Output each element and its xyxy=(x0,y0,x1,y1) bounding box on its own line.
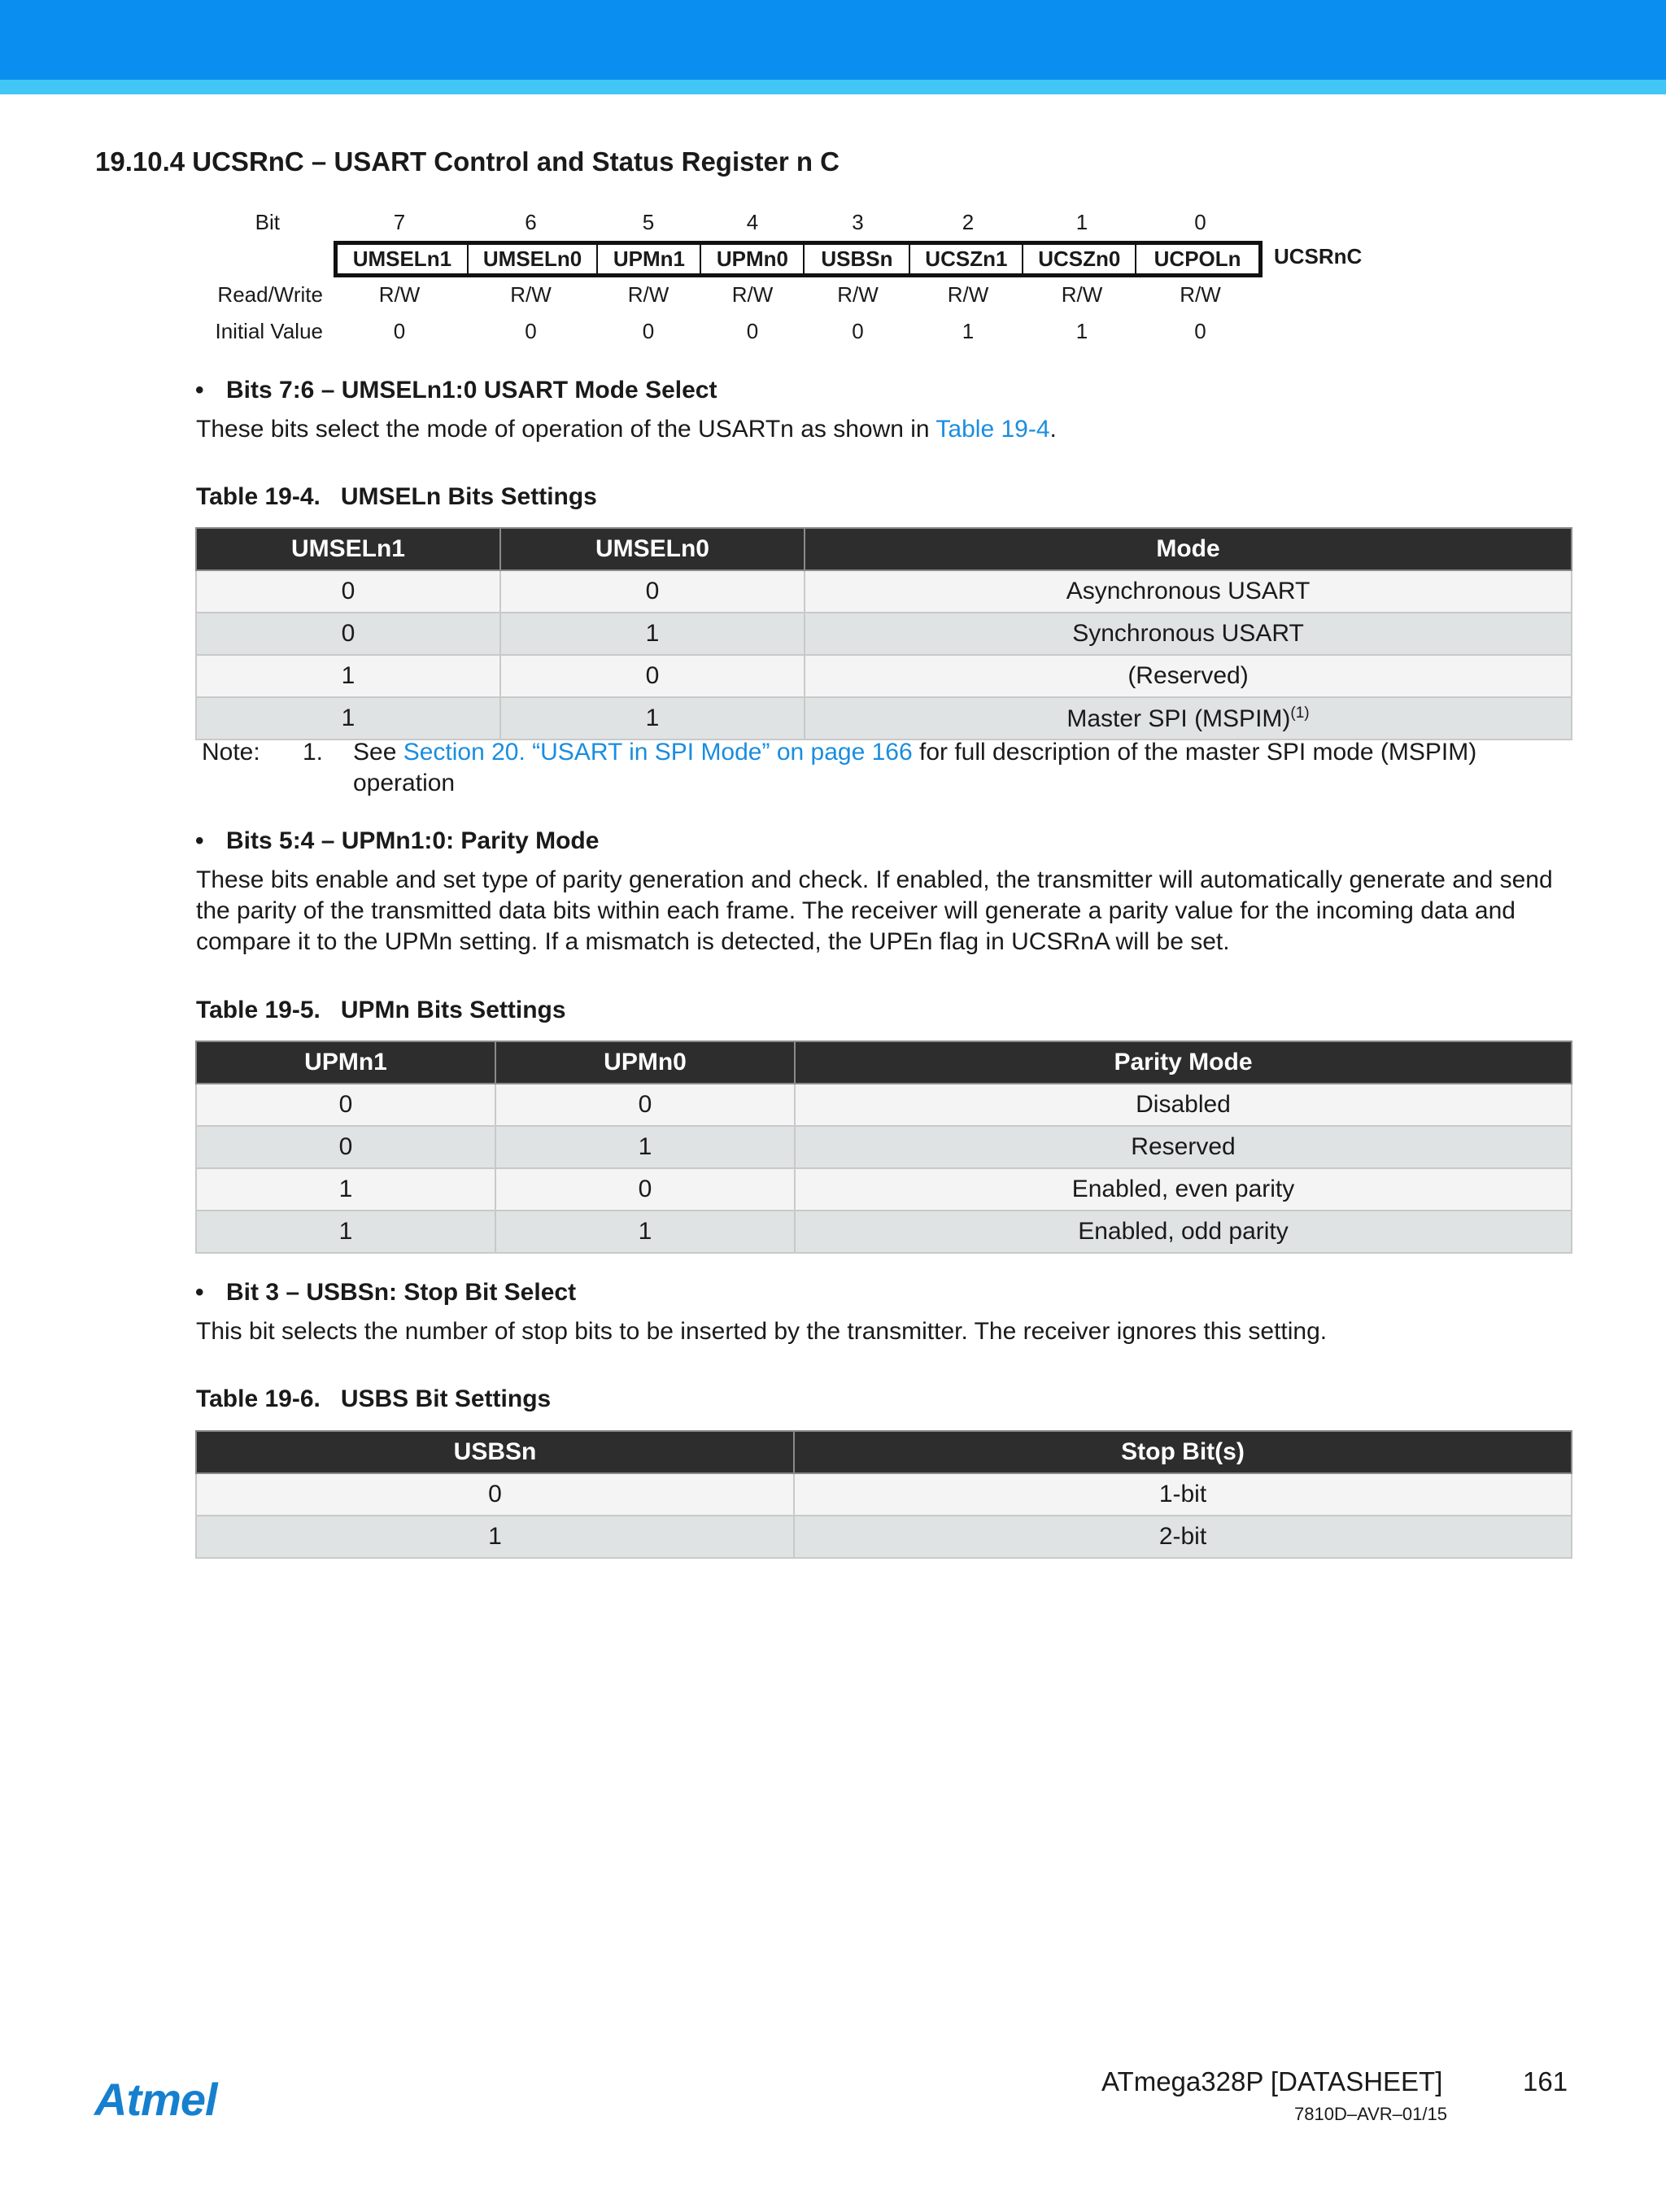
table-row: 0 1 Reserved xyxy=(196,1126,1572,1168)
usbs-description: This bit selects the number of stop bits to be inserted by the transmitter. The receiver ignores this setting. xyxy=(196,1318,1328,1345)
table-row: 1 2-bit xyxy=(196,1516,1572,1558)
bit-number: 4 xyxy=(746,210,759,234)
footer-title: ATmega328P [DATASHEET] xyxy=(1101,2066,1443,2096)
bit-initial-value: 1 xyxy=(962,319,975,343)
document-id: 7810D–AVR–01/15 xyxy=(1294,2104,1447,2124)
bit-number: 0 xyxy=(1194,210,1206,234)
table-19-4-link[interactable]: Table 19-4 xyxy=(935,416,1050,443)
register-bit-name: UCSZn0 xyxy=(1023,245,1136,273)
init-row-label: Initial Value xyxy=(215,319,323,343)
bit-access: R/W xyxy=(837,282,879,307)
bit-initial-value: 1 xyxy=(1075,319,1088,343)
footnote-mark: (1) xyxy=(1290,704,1310,722)
bit-initial-value: 0 xyxy=(393,319,406,343)
bit-number: 7 xyxy=(393,210,406,234)
register-bit-name: UCSZn1 xyxy=(910,245,1023,273)
header-bar xyxy=(0,0,1666,80)
bit-access: R/W xyxy=(1180,282,1221,307)
register-bit-name: UMSELn1 xyxy=(338,245,469,273)
bit-number: 1 xyxy=(1075,210,1088,234)
column-header: UMSELn1 xyxy=(196,528,500,570)
section-title: 19.10.4 UCSRnC – USART Control and Status Register n C xyxy=(95,146,840,177)
table-row: 1 1 Master SPI (MSPIM)$^{(1)}$ xyxy=(196,697,1572,740)
header-stripe xyxy=(0,80,1666,94)
column-header: Stop Bit(s) xyxy=(794,1431,1572,1473)
bit-number: 6 xyxy=(525,210,537,234)
bit-number: 3 xyxy=(852,210,864,234)
bit-initial-value: 0 xyxy=(746,319,759,343)
table-row: 0 1-bit xyxy=(196,1473,1572,1516)
table-row: 1 0 Enabled, even parity xyxy=(196,1168,1572,1211)
register-bit-name: USBSn xyxy=(805,245,910,273)
page-number: 161 xyxy=(1523,2066,1568,2096)
table-row: 1 0 (Reserved) xyxy=(196,655,1572,697)
table-usbs-settings xyxy=(195,1430,1572,1559)
bit-access: R/W xyxy=(378,282,421,307)
table-row: 0 0 Asynchronous USART xyxy=(196,570,1572,613)
register-bit-name: UPMn0 xyxy=(701,245,805,273)
bit-number: 2 xyxy=(962,210,975,234)
table-row: 0 0 Disabled xyxy=(196,1084,1572,1126)
column-header: UPMn0 xyxy=(495,1041,795,1084)
atmel-logo: Atmel xyxy=(94,2074,217,2125)
bit-access: R/W xyxy=(1061,282,1103,307)
table-row: 0 1 Synchronous USART xyxy=(196,613,1572,655)
column-header: UMSELn0 xyxy=(500,528,805,570)
register-name: UCSRnC xyxy=(1274,244,1363,268)
table-umseln-settings xyxy=(195,527,1572,740)
column-header: Parity Mode xyxy=(795,1041,1572,1084)
section-20-link[interactable]: Section 20. “USART in SPI Mode” on page 166 xyxy=(403,739,913,766)
bit-row-label: Bit xyxy=(255,210,280,234)
upm-description: These bits enable and set type of parity generation and check. If enabled, the transmitter will automatically generate and send the parity of the transmitted data bits within each frame. The receiver will generate a parity value for the incoming data and compare it to the UPMn setting. If a mismatch is detected, the UPEn flag in UCSRnA will be set. xyxy=(196,866,1553,955)
table-19-4-caption: Table 19-4. UMSELn Bits Settings xyxy=(196,483,597,510)
bit-initial-value: 0 xyxy=(852,319,864,343)
register-bit-name: UPMn1 xyxy=(598,245,701,273)
table-19-5-caption: Table 19-5. UPMn Bits Settings xyxy=(196,997,566,1023)
bit-initial-value: 0 xyxy=(642,319,655,343)
register-box xyxy=(334,241,1263,277)
bit-access: R/W xyxy=(731,282,774,307)
bit-number: 5 xyxy=(642,210,655,234)
bit-access: R/W xyxy=(510,282,552,307)
register-bit-name: UCPOLn xyxy=(1154,247,1241,271)
table-upmn-settings xyxy=(195,1041,1572,1254)
rw-row-label: Read/Write xyxy=(217,282,323,307)
umsel-description: These bits select the mode of operation of the USARTn as shown in Table 19-4. xyxy=(196,416,1057,443)
register-bit-name: UMSELn0 xyxy=(469,245,599,273)
column-header: USBSn xyxy=(196,1431,794,1473)
table-row: 1 1 Enabled, odd parity xyxy=(196,1211,1572,1253)
table-19-6-caption: Table 19-6. USBS Bit Settings xyxy=(196,1385,552,1412)
bit-initial-value: 0 xyxy=(1194,319,1206,343)
bit-access: R/W xyxy=(947,282,989,307)
column-header: UPMn1 xyxy=(196,1041,495,1084)
column-header: Mode xyxy=(805,528,1572,570)
bit-initial-value: 0 xyxy=(525,319,537,343)
bit-access: R/W xyxy=(627,282,669,307)
